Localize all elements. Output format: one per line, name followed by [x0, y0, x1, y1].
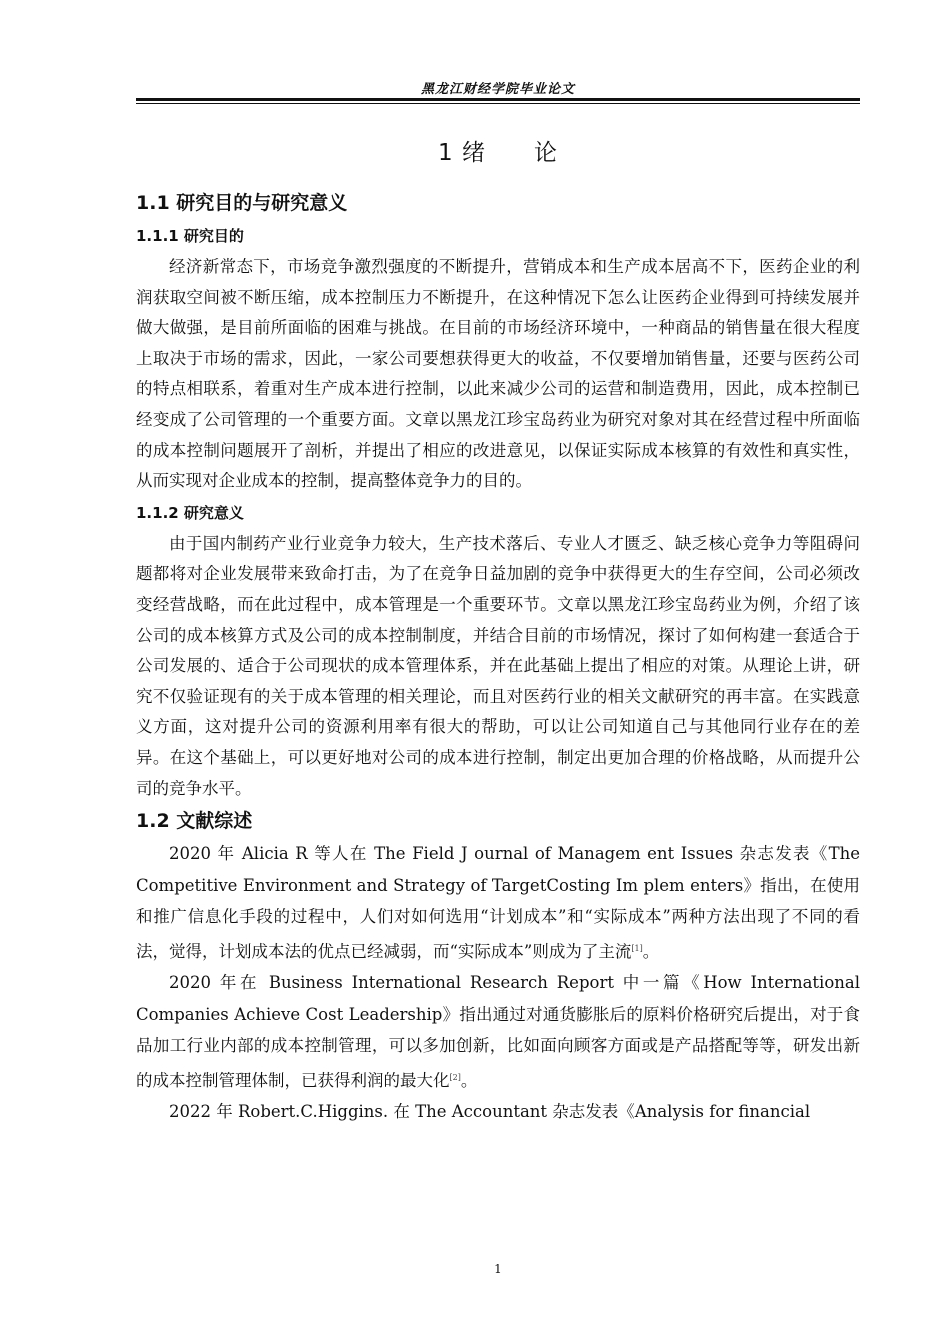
- paragraph-literature-2: [136, 967, 860, 1096]
- literature-2-end: 。: [460, 1070, 478, 1090]
- paragraph-literature-1: [136, 838, 860, 967]
- paragraph-research-purpose: 经济新常态下，市场竞争激烈强度的不断提升，营销成本和生产成本居高不下，医药企业的利润获取空间被不断压缩，成本控制压力不断提升，在这种情况下怎么让医药企业得到可持续发展并做大做强，是目前所面临的困难与挑战。在目前的市场经济环境中，一种商品的销售量在很大程度上取决于市场的需求，因此，一家公司要想获得更大的收益，不仅要增加销售量，还要与医药公司的特点相联系，着重对生产成本进行控制，以此来减少公司的运营和制造费用，因此，成本控制已经变成了公司管理的一个重要方面。文章以黑龙江珍宝岛药业为研究对象对其在经营过程中所面临的成本控制问题展开了剖析，并提出了相应的改进意见，以保证实际成本核算的有效性和真实性，从而实现对企业成本的控制，提高整体竞争力的目的。: [136, 257, 860, 491]
- literature-2-text: 2020 年在 Business International Research Report 中一篇《How International Companies Achieve Cost Leadership》指出通过对通货膨胀后的原料价格研究后提出，对于食品加工行业内部的成本控制管理，可以多加创新，比如面向顾客方面或是产品搭配等等，研发出新的成本控制管理体制，已获得利润的最大化: [136, 973, 860, 1090]
- section-heading-1-2: 1.2 文献综述: [136, 810, 253, 833]
- paragraph-literature-3: 2022 年 Robert.C.Higgins. 在 The Accountant 杂志发表《Analysis for financial: [169, 1102, 811, 1122]
- page-body: [136, 186, 860, 1128]
- subsection-heading-1-1-2: 1.1.2 研究意义: [136, 503, 244, 522]
- literature-1-end: 。: [642, 941, 660, 961]
- page-number: 1: [494, 1262, 502, 1276]
- citation-1[interactable]: [1]: [631, 943, 643, 953]
- paragraph-research-significance: 由于国内制药产业行业竞争力较大，生产技术落后、专业人才匮乏、缺乏核心竞争力等阻碍问题都将对企业发展带来致命打击，为了在竞争日益加剧的竞争中获得更大的生存空间，公司必须改变经营战略，而在此过程中，成本管理是一个重要环节。文章以黑龙江珍宝岛药业为例，介绍了该公司的成本核算方式及公司的成本控制制度，并结合目前的市场情况，探讨了如何构建一套适合于公司发展的、适合于公司现状的成本管理体系，并在此基础上提出了相应的对策。从理论上讲，研究不仅验证现有的关于成本管理的相关理论，而且对医药行业的相关文献研究的再丰富。在实践意义方面，这对提升公司的资源利用率有很大的帮助，可以让公司知道自己与其他同行业存在的差异。在这个基础上，可以更好地对公司的成本进行控制，制定出更加合理的价格战略，从而提升公司的竞争水平。: [136, 533, 860, 798]
- chapter-number: 1: [438, 140, 454, 166]
- chapter-title-part2: 论: [533, 140, 558, 166]
- chapter-title-part1: 绪: [461, 140, 486, 166]
- running-header: 黑龙江财经学院毕业论文: [420, 82, 575, 97]
- citation-2[interactable]: [2]: [449, 1072, 461, 1082]
- header-rule-thick: [136, 98, 860, 101]
- chapter-title: [136, 134, 860, 167]
- literature-1-text: 2020 年 Alicia R 等人在 The Field J ournal of Managem ent Issues 杂志发表《The Competitive Environment and Strategy of TargetCosting Im plem enters》指出，在使用和推广信息化手段的过程中，人们对如何选用“计划成本”和“实际成本”两种方法出现了不同的看法，觉得，计划成本法的优点已经减弱，而“实际成本”则成为了主流: [136, 844, 860, 961]
- section-heading-1-1: 1.1 研究目的与研究意义: [136, 192, 348, 214]
- subsection-heading-1-1-1: 1.1.1 研究目的: [136, 227, 244, 245]
- header-rule-thin: [136, 103, 860, 104]
